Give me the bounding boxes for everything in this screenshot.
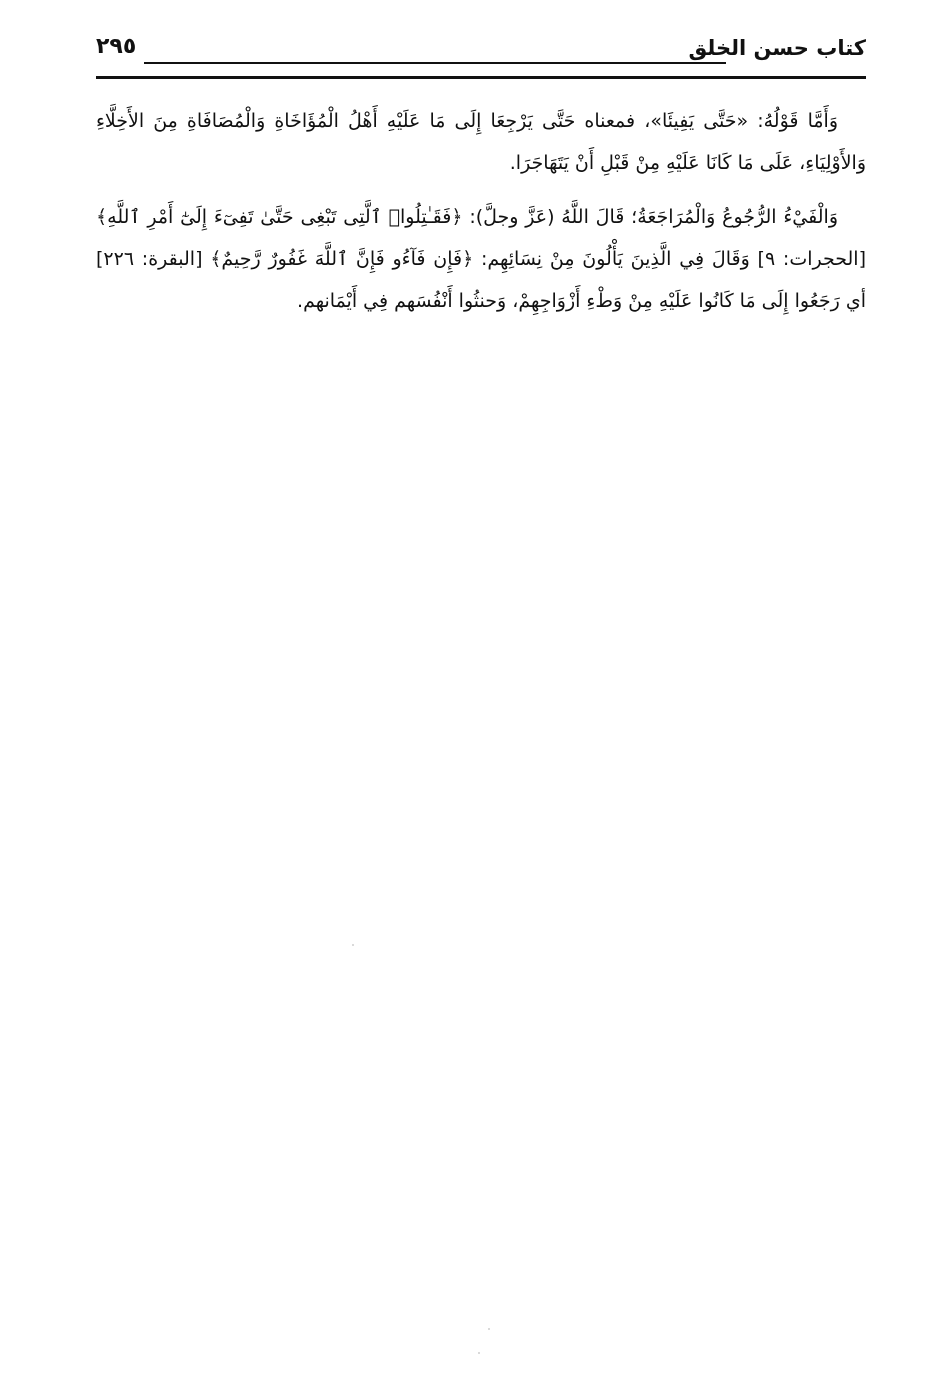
running-header	[96, 34, 866, 78]
page-number: ٢٩٥	[96, 34, 137, 59]
body-text	[96, 100, 866, 322]
paragraph-1: وَأَمَّا قَوْلُهُ: «حَتَّى يَفِيئَا»، فمعناه حَتَّى يَرْجِعَا إِلَى مَا عَلَيْهِ أَهْلُ الْمُؤَاخَاةِ وَالْمُصَافَاةِ مِنَ الأَخِلَّاءِ وَالأَوْلِيَاءِ، عَلَى مَا كَانَا عَلَيْهِ مِنْ قَبْلِ أَنْ يَتَهَاجَرَا.	[96, 110, 866, 174]
scan-speck	[352, 944, 354, 946]
header-rule	[96, 76, 866, 79]
paragraph-2: وَالْفَيْءُ الرُّجُوعُ وَالْمُرَاجَعَةُ؛ قَالَ اللَّهُ (عَزَّ وجلَّ): ﴿فَقَـٰتِلُوا۟ ٱلَّتِى تَبْغِى حَتَّىٰ تَفِىٓءَ إِلَىٰٓ أَمْرِ ٱللَّهِ﴾ [الحجرات: ٩] وَقَالَ فِي الَّذِينَ يَأْلُونَ مِنْ نِسَائِهِم: ﴿فَإِن فَآءُو فَإِنَّ ٱللَّهَ غَفُورٌ رَّحِيمٌ﴾ [البقرة: ٢٢٦] أي رَجَعُوا إِلَى مَا كَانُوا عَلَيْهِ مِنْ وَطْءِ أَزْوَاجِهِمْ، وَحنثُوا أَنْفُسَهم فِي أَيْمَانهم.	[96, 206, 866, 312]
book-title: كتاب حسن الخلق	[688, 36, 866, 60]
header-leader-line	[144, 62, 726, 64]
scan-speck	[488, 1328, 490, 1330]
scan-speck	[478, 1352, 480, 1354]
